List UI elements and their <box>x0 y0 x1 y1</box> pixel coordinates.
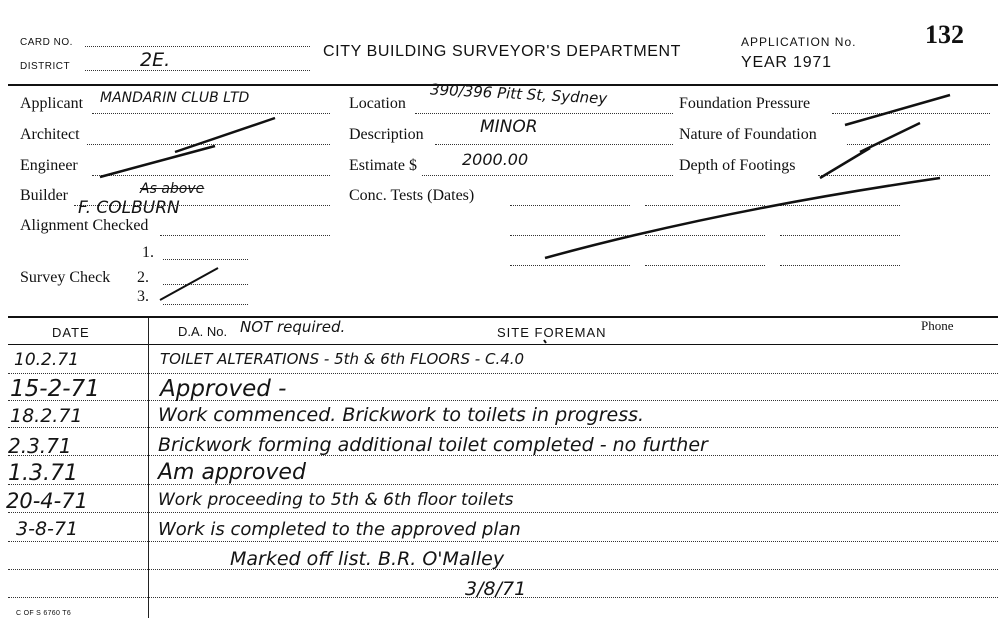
application-dot-mark <box>544 340 546 343</box>
department-title: CITY BUILDING SURVEYOR'S DEPARTMENT <box>323 43 682 60</box>
survey-number-2: 2. <box>137 269 149 286</box>
form-code: C OF S 6760 T6 <box>16 610 72 617</box>
depth-of-footings-label: Depth of Footings <box>679 157 796 174</box>
log-entry-text: 3/8/71 <box>465 578 527 600</box>
da-no-value: NOT required. <box>240 318 346 336</box>
year-label: YEAR 1971 <box>741 54 832 71</box>
estimate-value: 2000.00 <box>462 150 529 169</box>
log-entry-text: Brickwork forming additional toilet completed - no further <box>158 434 708 456</box>
log-entry-date: 20-4-71 <box>6 489 88 513</box>
builder-struck-value: As above <box>140 181 205 197</box>
architect-label: Architect <box>20 126 80 143</box>
site-foreman-label: SITE FOREMAN <box>497 325 607 340</box>
architect-dash-mark <box>175 118 275 152</box>
card-no-label: CARD NO. <box>20 37 73 48</box>
district-value: 2E. <box>140 49 171 71</box>
description-label: Description <box>349 126 424 143</box>
log-entry-text: Marked off list. B.R. O'Malley <box>230 548 505 570</box>
alignment-label: Alignment Checked <box>20 217 149 234</box>
log-entry-text: Work proceeding to 5th & 6th floor toilets <box>158 490 514 510</box>
engineer-dash-mark <box>100 146 215 177</box>
location-value: 390/396 Pitt St, Sydney <box>429 80 608 108</box>
applicant-label: Applicant <box>20 95 84 112</box>
log-entry-text: Approved - <box>160 376 287 402</box>
conc-tests-label: Conc. Tests (Dates) <box>349 187 475 204</box>
log-entry-date: 18.2.71 <box>10 405 83 427</box>
district-label: DISTRICT <box>20 61 71 72</box>
description-value: MINOR <box>480 117 538 137</box>
log-entry-date: 1.3.71 <box>8 461 78 486</box>
estimate-label: Estimate $ <box>349 157 417 174</box>
da-no-label: D.A. No. <box>178 324 228 339</box>
log-entry-text: Work commenced. Brickwork to toilets in progress. <box>158 404 645 426</box>
application-number: 132 <box>925 20 964 49</box>
depth-dash-mark <box>820 148 870 178</box>
conc-tests-dash-mark <box>545 178 940 258</box>
application-no-label: APPLICATION No. <box>741 35 857 49</box>
survey-number-1: 1. <box>142 244 154 261</box>
log-entry-text: TOILET ALTERATIONS - 5th & 6th FLOORS - C.4.0 <box>160 350 525 368</box>
date-column-header: DATE <box>52 325 90 340</box>
log-entry-text: Work is completed to the approved plan <box>158 519 521 540</box>
foundation-pressure-dash-mark <box>845 95 950 125</box>
applicant-value: MANDARIN CLUB LTD <box>100 90 250 106</box>
builder-value: F. COLBURN <box>78 198 180 218</box>
location-label: Location <box>349 95 406 112</box>
survey-dash-mark <box>160 268 218 300</box>
engineer-label: Engineer <box>20 157 78 174</box>
nature-of-foundation-label: Nature of Foundation <box>679 126 817 143</box>
log-entry-text: Am approved <box>158 460 306 485</box>
phone-label: Phone <box>921 318 954 333</box>
log-entry-date: 3-8-71 <box>16 518 79 540</box>
log-entry-date: 2.3.71 <box>8 434 72 458</box>
log-entry-date: 10.2.71 <box>14 350 79 370</box>
builder-label: Builder <box>20 187 68 204</box>
survey-number-3: 3. <box>137 288 149 305</box>
survey-check-label: Survey Check <box>20 269 111 286</box>
foundation-pressure-label: Foundation Pressure <box>679 95 811 112</box>
log-entry-date: 15-2-71 <box>10 376 100 402</box>
